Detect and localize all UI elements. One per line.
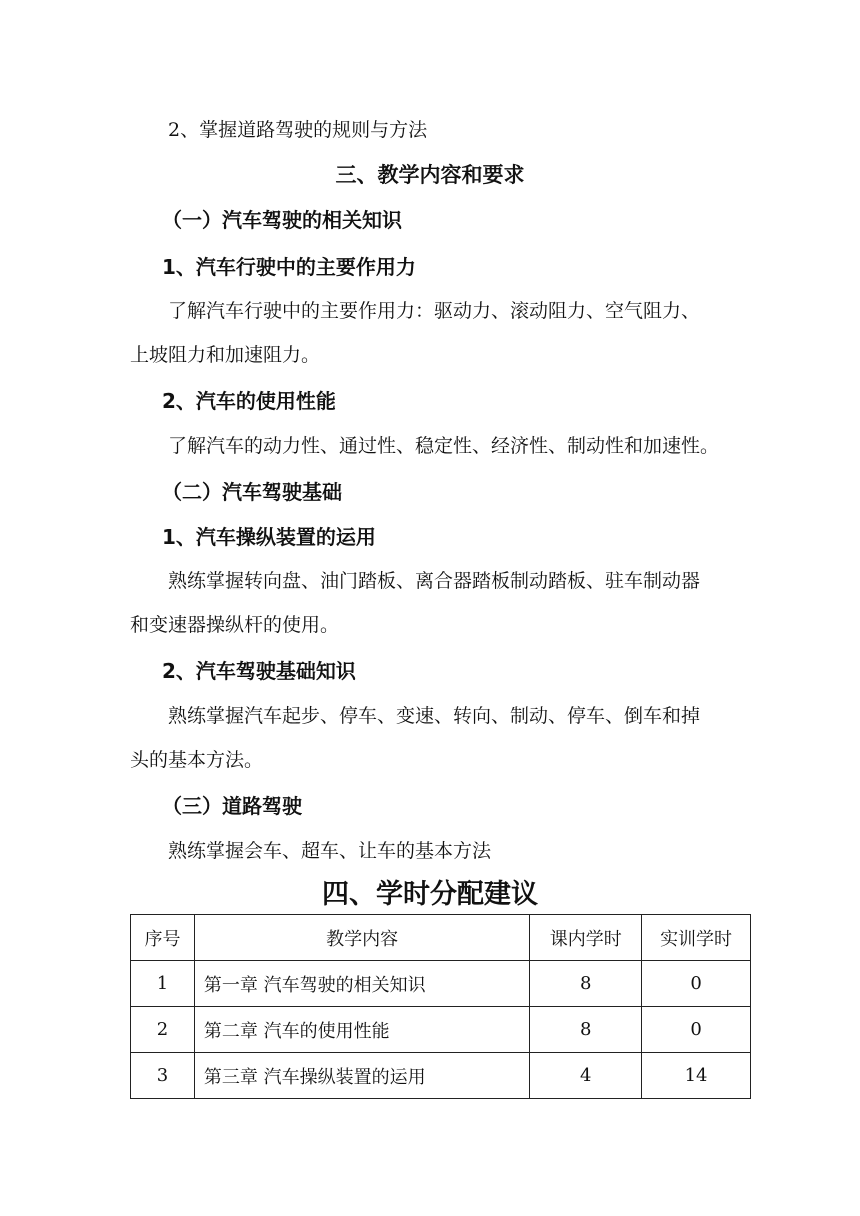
part-2-heading: （二）汽车驾驶基础 <box>162 480 342 504</box>
intro-item: 2、掌握道路驾驶的规则与方法 <box>168 119 428 141</box>
part-1-heading: （一）汽车驾驶的相关知识 <box>162 208 402 232</box>
cell-content: 第一章 汽车驾驶的相关知识 <box>194 961 529 1007</box>
paragraph-2-2-line-1: 熟练掌握汽车起步、停车、变速、转向、制动、停车、倒车和掉 <box>168 705 701 727</box>
paragraph-2-2-line-2: 头的基本方法。 <box>130 749 264 771</box>
part-3-heading: （三）道路驾驶 <box>162 794 302 818</box>
cell-class-hours: 8 <box>530 1007 642 1053</box>
cell-practice-hours: 14 <box>642 1053 751 1099</box>
header-index: 序号 <box>131 915 195 961</box>
cell-content: 第三章 汽车操纵装置的运用 <box>194 1053 529 1099</box>
paragraph-2-1-line-1: 熟练掌握转向盘、油门踏板、离合器踏板制动踏板、驻车制动器 <box>168 570 701 592</box>
paragraph-1-1-line-2: 上坡阻力和加速阻力。 <box>130 344 321 366</box>
header-practice-hours: 实训学时 <box>642 915 751 961</box>
cell-content: 第二章 汽车的使用性能 <box>194 1007 529 1053</box>
paragraph-3: 熟练掌握会车、超车、让车的基本方法 <box>168 840 492 862</box>
cell-class-hours: 8 <box>530 961 642 1007</box>
section-3-heading: 三、教学内容和要求 <box>335 163 525 187</box>
subsection-2-2-heading: 2、汽车驾驶基础知识 <box>162 659 356 683</box>
table-row <box>131 1007 751 1053</box>
cell-index: 1 <box>131 961 195 1007</box>
cell-class-hours: 4 <box>530 1053 642 1099</box>
paragraph-1-2: 了解汽车的动力性、通过性、稳定性、经济性、制动性和加速性。 <box>168 435 720 457</box>
table-header-row <box>131 915 751 961</box>
subsection-1-1-heading: 1、汽车行驶中的主要作用力 <box>162 255 416 279</box>
subsection-2-1-heading: 1、汽车操纵装置的运用 <box>162 525 376 549</box>
paragraph-1-1-line-1: 了解汽车行驶中的主要作用力：驱动力、滚动阻力、空气阻力、 <box>168 300 701 322</box>
subsection-1-2-heading: 2、汽车的使用性能 <box>162 389 336 413</box>
header-class-hours: 课内学时 <box>530 915 642 961</box>
paragraph-2-1-line-2: 和变速器操纵杆的使用。 <box>130 614 340 636</box>
section-4-heading: 四、学时分配建议 <box>322 879 538 910</box>
header-content: 教学内容 <box>194 915 529 961</box>
cell-practice-hours: 0 <box>642 1007 751 1053</box>
hours-allocation-table <box>130 914 751 1099</box>
table-row <box>131 961 751 1007</box>
cell-index: 2 <box>131 1007 195 1053</box>
cell-practice-hours: 0 <box>642 961 751 1007</box>
table-row <box>131 1053 751 1099</box>
cell-index: 3 <box>131 1053 195 1099</box>
